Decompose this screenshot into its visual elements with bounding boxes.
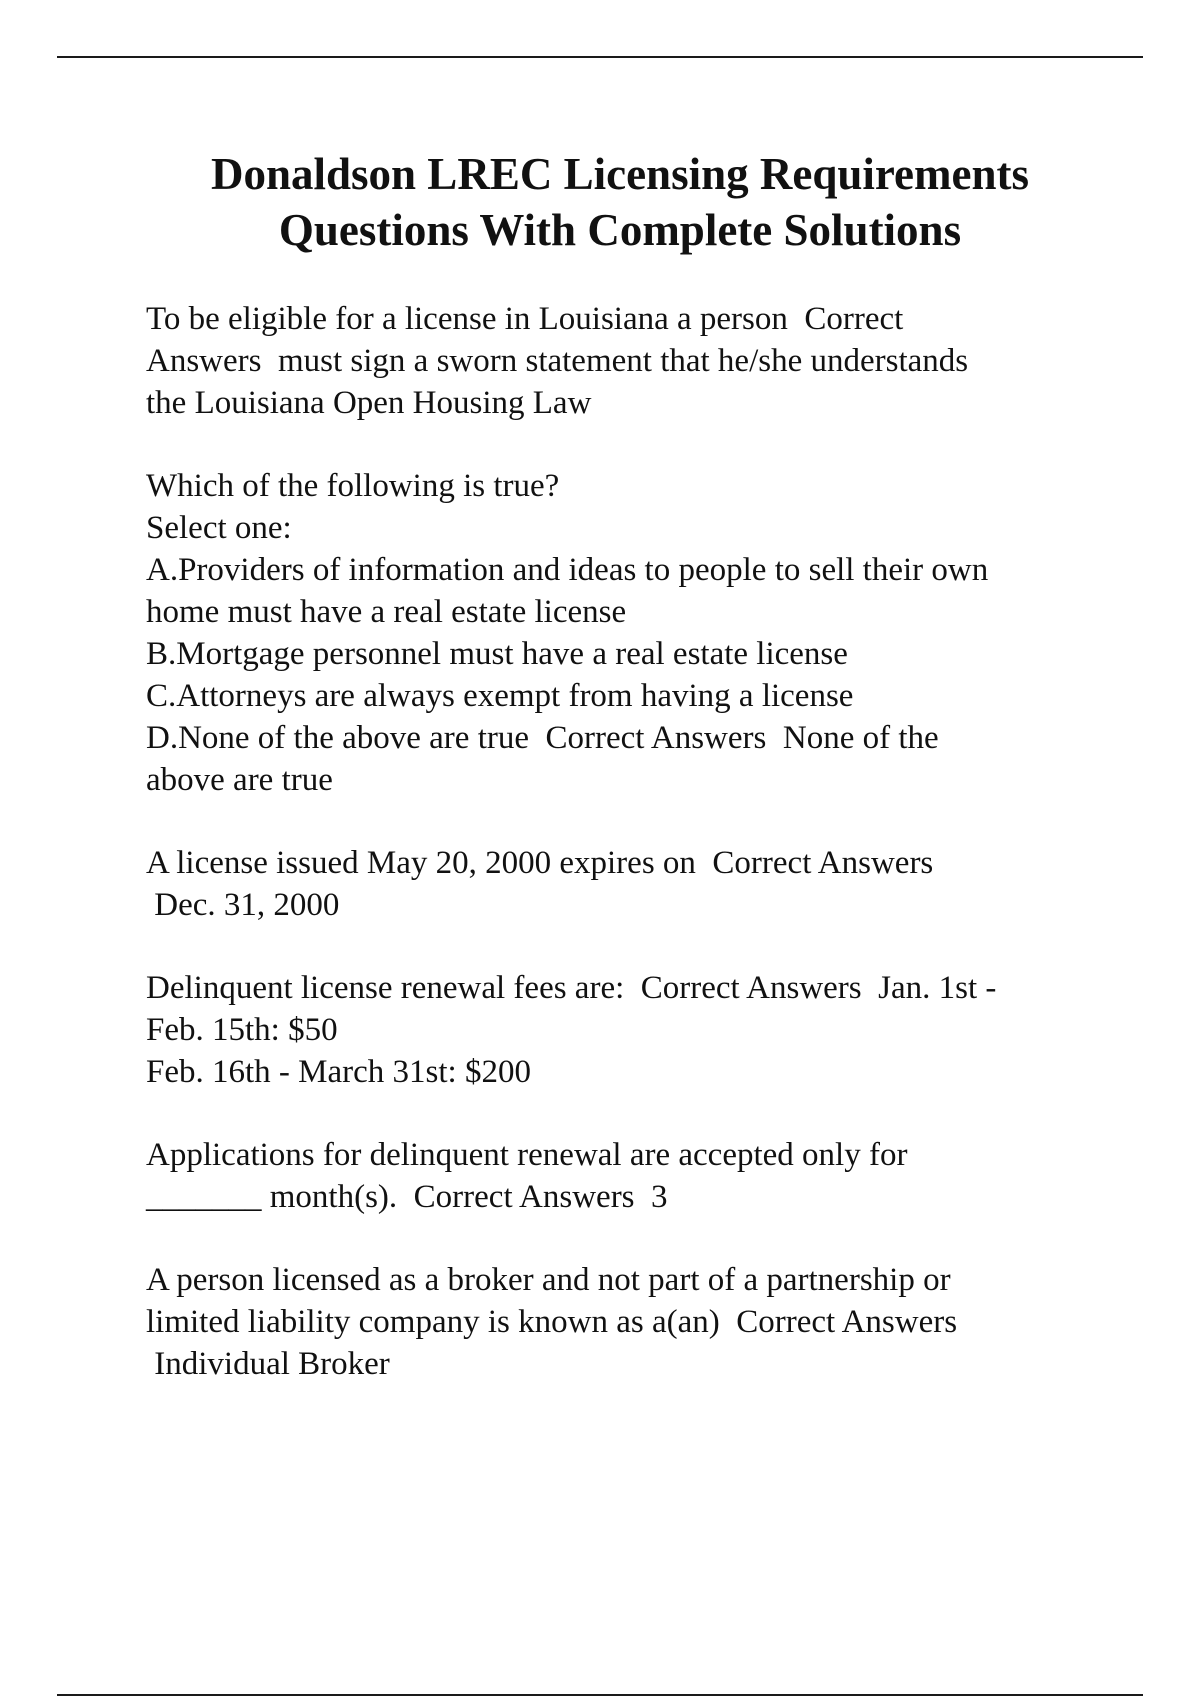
text-line: Applications for delinquent renewal are accepted only for [146,1137,908,1173]
top-rule [57,56,1143,58]
text-line: home must have a real estate license [146,594,627,630]
text-line: _______ month(s). Correct Answers 3 [146,1179,668,1215]
page-title [80,146,1160,258]
title-line: Donaldson LREC Licensing Requirements [210,149,1030,199]
bottom-rule [57,1694,1143,1696]
text-line: Dec. 31, 2000 [146,887,340,923]
text-line: limited liability company is known as a(an) Correct Answers [146,1304,958,1340]
text-line: Answers must sign a sworn statement that he/she understands [146,343,969,379]
qa-block [146,842,1106,926]
text-line: above are true [146,762,333,798]
text-line: A license issued May 20, 2000 expires on Correct Answers [146,845,934,881]
qa-block [146,1259,1106,1385]
title-line: Questions With Complete Solutions [278,205,962,255]
text-line: B.Mortgage personnel must have a real estate license [146,636,848,672]
text-line: Individual Broker [146,1346,390,1382]
text-line: Which of the following is true? [146,468,560,504]
qa-block [146,298,1106,424]
text-line: A.Providers of information and ideas to people to sell their own [146,552,989,588]
text-line: Select one: [146,510,292,546]
text-line: A person licensed as a broker and not part of a partnership or [146,1262,951,1298]
qa-block [146,1134,1106,1218]
text-line: the Louisiana Open Housing Law [146,385,592,421]
text-line: Feb. 15th: $50 [146,1012,338,1048]
text-line: Delinquent license renewal fees are: Correct Answers Jan. 1st - [146,970,997,1006]
text-line: D.None of the above are true Correct Answers None of the [146,720,939,756]
document-body [146,298,1106,1426]
qa-block [146,465,1106,801]
text-line: C.Attorneys are always exempt from having a license [146,678,854,714]
text-line: Feb. 16th - March 31st: $200 [146,1054,531,1090]
text-line: To be eligible for a license in Louisiana a person Correct [146,301,904,337]
qa-block [146,967,1106,1093]
